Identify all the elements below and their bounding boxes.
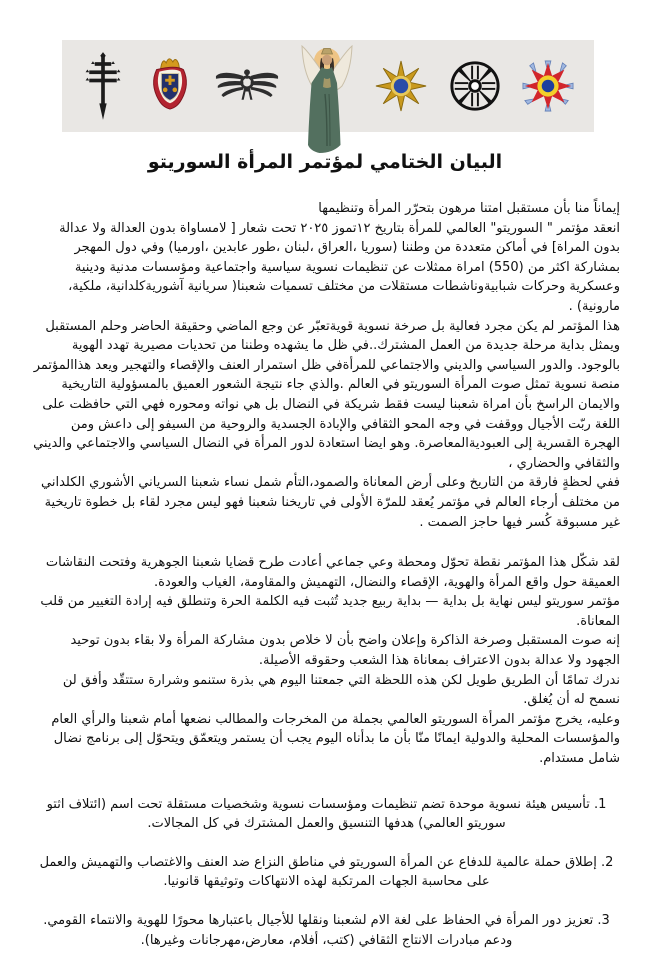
- paragraph-preamble: إيماناً منا بأن مستقبل امتنا مرهون بتحرّر المرأة وتنظيمها: [318, 201, 620, 216]
- demand-item-2: 2. إطلاق حملة عالمية للدفاع عن المرأة السوريتو في مناطق النزاع ضد العنف والاغتصاب والتهميش والعمل على محاسبة الجهات المرتكبة لهذه الانتهاكات وتوثيقها قانونيا.: [39, 854, 614, 890]
- chaldean-star-icon: [521, 59, 575, 113]
- star-of-ishtar-icon: [374, 59, 428, 113]
- patriarchate-coat-of-arms-icon: [145, 55, 195, 117]
- paragraph-significance: هذا المؤتمر لم يكن مجرد فعالية بل صرخة نسوية قويةتعبّر عن وجع الماضي وحقيقة الحاضر وحلم المستقبل ويمثل بداية مرحلة جديدة من العمل المشترك..في ظل ما يشهده وطننا من تحديات مصيرية تهدد الهوية بالوجود. والدور السياسي والديني والاجتماعي للمرأةفي ظل استمرار العنف والإقصاء والتهجير ويعد هذاالمؤتمر منصة نسوية تمثل صوت المرأة السوريتو في العالم .والذي جاء نتيجة الشعور العميق بالمسؤولية التاريخية والايمان الراسخ بأن امراة شعبنا ليست فقط شريكة في النضال بل هي نواته ومحوره فهي التي حافظت على اللغة ربّت الأجيال ووقفت في وجه المحو الثقافي والإبادة الجسدية والروحية من السيفو إلى داعش ومن الهجرة القسرية إلى العبوديةالمعاصرة. وهو ايضا استعادة لدور المرأة في النضال السياسي والاجتماعي والديني والثقافي والحضاري ،: [33, 318, 620, 471]
- paragraph-voice-future: إنه صوت المستقبل وصرخة الذاكرة وإعلان واضح بأن لا خلاص بدون مشاركة المرأة ولا بقاء بدون توحيد الجهود ولا عدالة بدون الاعتراف بمعاناة هذا الشعب وحقوقه الأصيلة.: [70, 633, 620, 669]
- demand-item-1: 1. تأسيس هيئة نسوية موحدة تضم تنظيمات ومؤسسات نسوية وشخصيات مستقلة تحت اسم (ائتلاف اثتو سوريتو العالمي) هدفها التنسيق والعمل المشترك في كل المجالات.: [46, 796, 607, 832]
- paragraph-turning-point: لقد شكّل هذا المؤتمر نقطة تحوّل ومحطة وعي جماعي أعادت طرح قضايا شعبنا الجوهرية وفتحت النقاشات العميقة حول واقع المرأة والهوية، الإقصاء والنضال، التهميش والمقاومة، الغياب والعودة.: [45, 555, 620, 590]
- winged-goddess-ishtar-icon: [299, 44, 355, 156]
- statement-body: [33, 199, 620, 950]
- maronite-patriarchal-cross-icon: [81, 49, 125, 123]
- paragraph-convening: انعقد مؤتمر " السوريتو" العالمي للمرأة بتاريخ ١٢تموز ٢٠٢٥ تحت شعار [ لامساواة بدون العدالة ولا عدالة بدون المراة] في أماكن متعددة من وطننا (سوريا ،العراق ،لبنان ،طور عابدين ،اورميا) وفي دول المهجر بمشاركة اكثر من (550) امراة ممثلات عن تنظيمات نسوية سياسية واجتماعية ومؤسسات مدنية ودينية وعسكرية وحركات شبابيةوناشطات مستقلات من مختلف تسميات شعبنا( سريانية آشوريةكلدانية، ملكية، مارونية) .: [59, 220, 620, 314]
- paragraph-long-road: ندرك تمامًا أن الطريق طويل لكن هذه اللحظة التي جمعتنا اليوم هي بذرة ستنمو وشرارة ستتقّد وأفق لن نسمح له أن يُغلق.: [62, 672, 620, 708]
- aramean-sun-wheel-icon: [448, 59, 502, 113]
- faravahar-icon: [214, 65, 280, 107]
- demand-item-3: 3. تعزيز دور المرأة في الحفاظ على لغة الام لشعبنا ونقلها للأجيال باعتبارها محورًا للهوية والانتماء القومي. ودعم مبادرات الانتاج الثقافي (كتب، أفلام، معارض،مهرجانات وغيرها).: [43, 913, 610, 948]
- paragraph-outcomes-intro: وعليه، يخرج مؤتمر المرأة السوريتو العالمي بجملة من المخرجات والمطالب نضعها أمام شعبنا والرأي العام والمؤسسات المحلية والدولية ايمانًا منّا بأن ما بدأناه اليوم يجب أن يستمر ويتعمّق ويتحوّل إلى برنامج نضال شامل مستدام.: [51, 711, 620, 767]
- paragraph-new-spring: مؤتمر سوريتو ليس نهاية بل بداية — بداية ربيع جديد تُثبت فيه الكلمة الحرة وتنطلق فيه إرادة التغيير من قلب المعاناة.: [40, 594, 620, 629]
- page-title: البيان الختامي لمؤتمر المرأة السوريتو: [147, 151, 503, 173]
- emblems-banner: [62, 40, 594, 132]
- paragraph-historic-step: ففي لحظةٍ فارقة من التاريخ وعلى أرض المعاناة والصمود،التأم شمل نساء شعبنا السرياني الأشوري الكلداني من مختلف أرجاء العالم في مؤتمر يُعقد للمرّة الأولى في تاريخنا شعبنا فهو ليس مجرد لقاء بل خطوة تاريخية غير مسبوقة كُسر فيها حاجز الصمت .: [41, 475, 620, 530]
